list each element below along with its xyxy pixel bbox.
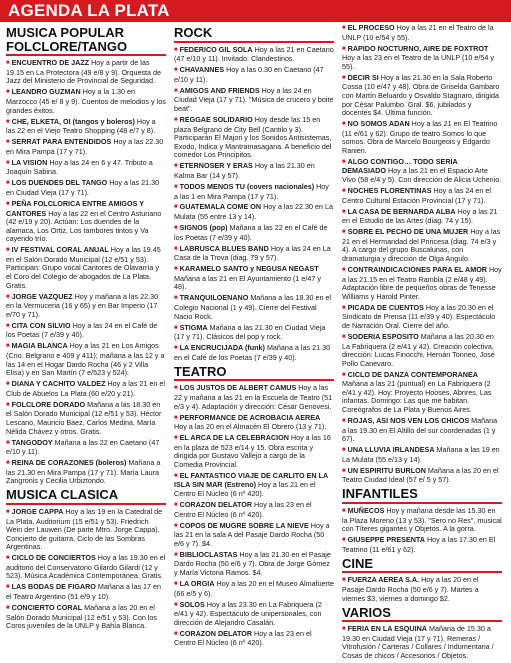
agenda-item xyxy=(174,522,334,549)
item-title: ROJAS, ASI NOS VEN LOS CHICOS xyxy=(347,416,470,426)
item-text: Mañana de 15.30 a 19.30 en Ciudad Vieja (17 y 71). Remeras / Vitrofusión / Carteras / Collares / Indumentaria / Cosas de chicos / Accesorios / Objetos. xyxy=(342,624,494,660)
item-text: Mañana a las 20 en el Salón Dorado Municipal (12 e/51 y 53). Con los Coros juveniles de la UNLP y Bahía Blanca. xyxy=(6,603,158,631)
item-text: Hoy desde las 15 en plaza Belgrano de City Bell (Cantilo y 3). Participarán El Majori y los Sonidos Antisistemas, Exodo, Indica y Mantramasagana. A beneficio del comedor Los Principitos. xyxy=(174,114,332,160)
agenda-item xyxy=(6,179,166,197)
item-text: Mañana a las 20 en el Teatro Ciudad Ideal (57 e/ 5 y 57). xyxy=(342,465,499,485)
item-title: CONTRAINDICACIONES PARA EL AMOR xyxy=(347,264,487,274)
item-title: LOS DUENDES DEL TANGO xyxy=(11,178,108,188)
agenda-item xyxy=(342,417,502,444)
agenda-item xyxy=(6,88,166,115)
item-text: Hoy a las 19 en la Catedral de La Plata, Auditorium (15 e/51 y 53). Friedrich Wein der Lauwen (De parte Mtro. Jorge Cappa). Concierto de guitarra, Ciclo de las Sombras Argentinas. xyxy=(6,506,163,552)
bullet-icon: ■ xyxy=(6,584,10,591)
bullet-icon: ■ xyxy=(174,183,178,190)
item-title: LABRUSCA BLUES BAND xyxy=(179,243,269,253)
item-text: Mañana a las 19 en La Mulata (55 e/13 y 14). xyxy=(342,445,500,464)
section-title: INFANTILES xyxy=(342,487,502,504)
bullet-icon: ■ xyxy=(6,322,10,329)
item-text: Hoy a las 20 en el Almacén El Obrero (13 y 71). xyxy=(174,422,327,432)
section-title: ROCK xyxy=(174,26,334,43)
item-title: SOLOS xyxy=(179,599,205,609)
agenda-item xyxy=(342,45,502,72)
item-title: EL PROCESO xyxy=(347,23,395,32)
item-text: Hoy a las 21 en el Estudio de las Artes (diag. 74 y 15). xyxy=(342,206,498,226)
agenda-item xyxy=(174,344,334,362)
item-text: Hoy a las 24 en 6 y 47. Tributo a Joaquín Sabina. xyxy=(6,157,153,177)
agenda-item xyxy=(342,266,502,301)
agenda-item xyxy=(342,625,502,660)
agenda-item xyxy=(6,508,166,552)
item-title: STIGMA xyxy=(179,322,208,332)
agenda-item xyxy=(6,380,166,398)
agenda-item xyxy=(6,342,166,377)
agenda-item xyxy=(174,472,334,499)
bullet-icon: ■ xyxy=(174,46,178,53)
item-title: LEANDRO GUZMAN xyxy=(11,87,81,97)
bullet-icon: ■ xyxy=(342,25,346,31)
item-text: Mañana a las 20.30 en La Fabriquera (2 e/41 y 42). Creación colectiva, dirección: Lucas Finocchi, Hernán Tonneo, José Pollo Canevaro. xyxy=(342,331,495,368)
bullet-icon: ■ xyxy=(174,630,178,637)
item-title: DECIR SI xyxy=(347,72,379,82)
item-text: Hoy a las 22 en el Centro Asturiano (42 e/19 y 20). Actúan: Los duendes de la alamaca, Los Ortiz, Los tambores tintos y Va cayendo trío. xyxy=(6,208,162,244)
agenda-item xyxy=(174,324,334,342)
item-title: LOS JUSTOS DE ALBERT CAMUS xyxy=(179,383,297,393)
item-text: Hoy a las 21 en el Club de Abuelos La Plata (60 e/20 y 21). xyxy=(6,379,166,398)
item-title: LA CASA DE BERNARDA ALBA xyxy=(347,206,456,216)
agenda-item xyxy=(342,536,502,554)
item-title: FEDERICO GIL SOLA xyxy=(179,44,253,54)
item-title: GIUSEPPE PRESENTA xyxy=(347,535,425,545)
bullet-icon: ■ xyxy=(174,163,178,170)
page-title: AGENDA LA PLATA xyxy=(8,1,170,20)
bullet-icon: ■ xyxy=(6,139,10,146)
item-title: GUATEMALA COME ON xyxy=(179,202,262,212)
agenda-item xyxy=(6,200,166,244)
item-text: Hoy a las 21.30 en Ciudad Vieja (17 y 71). xyxy=(6,178,160,197)
item-title: REGGAE SOLIDARIO xyxy=(179,114,253,124)
item-text: Hoy a las 21.30 en el Pasaje Dardo Rocha (50 e/6 y 7). Obra de Jorge Gómez y María Victoria Ramos. $4. xyxy=(174,549,331,577)
item-text: Hoy a las 21 en el Espacio Arte Vivo (58 e/4 y 5). Con dirección de Alicia Uchenio. xyxy=(342,166,502,185)
agenda-item xyxy=(342,446,502,464)
item-title: KARAMELO SANTO y NEGUSA NEGAST xyxy=(179,264,319,274)
item-title: EL ARCA DE LA CELEBRACION xyxy=(179,433,289,443)
item-title: ETERNOSER Y ERAS xyxy=(179,161,253,171)
item-text: Hoy a las 1 en Mira Pampa (17 y 71). xyxy=(174,181,329,201)
agenda-item xyxy=(342,333,502,368)
agenda-item xyxy=(6,59,166,86)
agenda-item xyxy=(342,576,502,603)
item-title: BIBLIOCLASTAS xyxy=(179,549,238,559)
item-title: CICLO DE CONCIERTOS xyxy=(11,553,96,563)
agenda-item xyxy=(174,414,334,432)
agenda-item xyxy=(174,224,334,242)
item-title: TANGODOY xyxy=(11,437,53,447)
agenda-item xyxy=(342,507,502,534)
item-text: Hoy a las 0.30 en Caetano (47 e/10 y 11). xyxy=(174,65,324,84)
item-text: Mañana a las 22 en Caetano (47 e/10 y 11). xyxy=(6,437,160,457)
bullet-icon: ■ xyxy=(6,200,10,207)
item-title: DIANA Y CACHITO VALDEZ xyxy=(11,379,106,389)
agenda-item xyxy=(174,601,334,628)
section-title: MUSICA POPULAR FOLCLORE/TANGO xyxy=(6,26,166,56)
bullet-icon: ■ xyxy=(342,304,346,311)
bullet-icon: ■ xyxy=(6,180,10,187)
item-text: Hoy a las 22 y mañana a las 21 en la Escuela de Teatro (51 e/3 y 4). Adaptación y dirección: César Genovesi. xyxy=(174,383,333,411)
bullet-icon: ■ xyxy=(6,89,10,96)
bullet-icon: ■ xyxy=(174,116,178,123)
item-text: Hoy a las 22 en el Viejo Teatro Shopping (48 e/7 y 8). xyxy=(6,116,156,136)
item-text: Hoy a las 21 en la sala A del Pasaje Dardo Rocha (50 e/6 y 7). $4. xyxy=(174,520,330,548)
item-text: Hoy a las 24 en el Centro Cultural Estación Provincial (17 y 71). xyxy=(342,186,492,205)
item-text: Hoy y mañana desde las 15.30 en la Plaza Moreno (13 y 53). "Sero no Res", musical con Títeres gigantes y Objetos. A la gorra. xyxy=(342,506,502,534)
section-title: CINE xyxy=(342,557,502,574)
item-text: Mañana a las 21.30 en Ciudad Vieja (17 y 71). Clásicos del pop y rock. xyxy=(174,322,326,342)
item-title: CITA CON SILVIO xyxy=(11,320,71,330)
item-text: Hoy a las 21 en el Hermandad del Princesa (diag. 74 e/3 y 4). A cargo del grupo Buscalunas, con dramaturgia y dirección de Olga Angulo. xyxy=(342,227,501,263)
agenda-item xyxy=(6,293,166,320)
item-text: Mañana a las 21 en El Ayuntamiento (1 e/47 y 48). xyxy=(174,273,321,292)
agenda-item xyxy=(174,265,334,292)
item-text: Hoy a las 24 en Ciudad Vieja (17 y 71). "Música de crucero y boite beat". xyxy=(174,85,334,113)
agenda-item xyxy=(6,246,166,290)
item-title: COPOS DE MUGRE SOBRE LA NIEVE xyxy=(179,520,309,530)
item-title: JORGE VAZQUEZ xyxy=(11,291,73,301)
item-text: Hoy a las 20 en el Museo Almafuerte (66 e/5 y 6). xyxy=(174,578,334,598)
item-text: Hoy a las 21.30 en Kalma Bar (14 y 57). xyxy=(174,161,315,180)
item-title: MAGIA BLANCA xyxy=(11,341,68,351)
bullet-icon: ■ xyxy=(174,580,178,587)
item-title: CHAVANNES xyxy=(179,65,225,75)
item-title: CORAZON DELATOR xyxy=(179,500,253,510)
agenda-item xyxy=(174,294,334,321)
bullet-icon: ■ xyxy=(342,74,346,81)
agenda-item xyxy=(342,467,502,485)
item-title: MUÑECOS xyxy=(347,506,385,515)
bullet-icon: ■ xyxy=(174,295,178,302)
item-text: Hoy a las 23.30 en La Fabriquera (2 e/41 y 42). Espectáculo de unipersonales, con dirección de Alejandro Casalán. xyxy=(174,599,322,627)
bullet-icon: ■ xyxy=(174,225,178,232)
bullet-icon: ■ xyxy=(174,87,178,94)
agenda-item xyxy=(174,384,334,411)
agenda-item xyxy=(174,245,334,263)
item-title: SERRAT PARA ENTENDIDOS xyxy=(11,137,112,147)
item-text: Mañana a las 18.30 en el Salón Dorado Municipal (12 e/51 y 53). Héctor Lescano, Mauricio Baez, Carlos Medina, María Nélida Chávez y otros. Gratis. xyxy=(6,399,162,436)
item-title: RAPIDO NOCTURNO, AIRE DE FOXTROT xyxy=(347,43,489,53)
section-title: VARIOS xyxy=(342,606,502,623)
item-title: PERFORMANCE DE ACROBACIA AEREA xyxy=(179,412,321,422)
bullet-icon: ■ xyxy=(174,324,178,331)
bullet-icon: ■ xyxy=(174,522,178,529)
bullet-icon: ■ xyxy=(6,555,10,562)
bullet-icon: ■ xyxy=(342,266,346,273)
item-title: CHE, ELKETA, OI (tangos y boleros) xyxy=(11,116,135,126)
agenda-item xyxy=(6,118,166,136)
item-title: FUERZA AEREA S.A. xyxy=(347,575,420,585)
agenda-item xyxy=(342,304,502,331)
item-title: PEÑA FOLCLORICA ENTRE AMIGOS Y CANTORES xyxy=(6,198,144,218)
agenda-item xyxy=(342,74,502,118)
agenda-item xyxy=(174,551,334,578)
agenda-item xyxy=(342,158,502,185)
item-title: IV FESTIVAL CORAL ANUAL xyxy=(11,245,109,255)
item-text: Mañana a las 21.30 en el Café de los Poetas (7 e/39 y 40). xyxy=(174,343,331,362)
item-text: Hoy a las 19.45 en el Salón Dorado Municipal (12 e/51 y 53). Participan: Grupo vocal Cantores de Olavarría y el Coro del Colegio de abogados de La Plata. Gratis. xyxy=(6,245,161,290)
item-text: Hoy a las 21.15 en el Teatro Rambla (2 e/48 y 49). Adaptación libre de pequeños obras de Tenesse Williams y Harold Pinter. xyxy=(342,264,502,301)
column-1 xyxy=(6,24,166,663)
item-title: REINA DE CORAZONES (boleros) xyxy=(11,458,127,468)
agenda-item xyxy=(6,604,166,631)
agenda-item xyxy=(174,116,334,160)
item-title: EL FANTASTICO VIAJE DE CARLITO EN LA ISLA SIN MAR (Estreno) xyxy=(174,470,328,490)
item-text: Hoy a las 19.30 en el auditorio del Conservatorio Gilardo Gilardi (12 y 523). Música Académica Contemporánea. Gratis. xyxy=(6,553,166,581)
item-text: Hoy a las 17.30 en El Teatrino (11 e/61 y 62). xyxy=(342,535,496,554)
item-text: Hoy a las 23 en el Teatro de la UNLP (10 e/54 y 55). xyxy=(342,53,494,71)
item-title: NOCHES FLORENTINAS xyxy=(347,186,432,196)
bullet-icon: ■ xyxy=(6,343,10,350)
column-2 xyxy=(174,24,334,663)
columns xyxy=(0,22,511,663)
bullet-icon: ■ xyxy=(174,266,178,273)
item-text: Hoy a las 21 en Los Amigos (Cno. Belgrano e 409 y 411); mañana a las 12 y a las 14 en el Hogar Dardo Rocha (46 y 2 Villa Elisa) y en San Martín (7 e/523 y 524). xyxy=(6,341,165,378)
item-title: CICLO DE DANZA CONTEMPORANEA xyxy=(347,369,478,379)
agenda-item xyxy=(174,580,334,598)
item-text: Hoy a las 24 en el Café de los Poetas (7 e/39 y 40). xyxy=(6,320,158,340)
bullet-icon: ■ xyxy=(174,414,178,421)
agenda-item xyxy=(174,46,334,64)
agenda-item xyxy=(6,401,166,436)
agenda-item xyxy=(6,138,166,156)
item-title: LA ENCRUCIJADA (funk) xyxy=(179,343,265,353)
item-title: CORAZON DELATOR xyxy=(179,628,253,638)
agenda-item xyxy=(6,439,166,457)
item-title: JORGE CAPPA xyxy=(11,506,64,516)
item-text: Hoy a la 1.30 en Marzocco (45 e/ 8 y 9). Cuentos de melodios y los grandes éxitos. xyxy=(6,87,166,115)
bullet-icon: ■ xyxy=(342,45,346,52)
bullet-icon: ■ xyxy=(342,121,346,128)
item-text: Mañana a las 18.30 en el Colegio Nacional (1 y 49). Cierre del Festival Nacio Rock. xyxy=(174,293,332,321)
item-text: Hoy a las 20 en el Pasaje Dardo Rocha (50 e/6 y 7). Martes a viernes $3, viernes a domingo $2. xyxy=(342,575,479,603)
bullet-icon: ■ xyxy=(342,626,346,633)
bullet-icon: ■ xyxy=(6,60,10,67)
item-text: Hoy y mañana a las 22.30 en la Vermuceria (16 y 65) y en Bar Imperio (17 e/70 y 71). xyxy=(6,291,159,319)
agenda-item xyxy=(174,434,334,469)
bullet-icon: ■ xyxy=(342,333,346,340)
item-title: SIGNOS (pop) xyxy=(179,223,228,233)
item-title: TRANQUILOENANO xyxy=(179,293,249,303)
item-title: LA ORGIA xyxy=(179,578,215,588)
agenda-item xyxy=(174,501,334,519)
item-title: UNA LLUVIA IRLANDESA xyxy=(347,445,435,455)
agenda-item xyxy=(6,322,166,340)
item-title: NO SOMOS ADAN xyxy=(347,119,410,129)
bullet-icon: ■ xyxy=(6,508,10,515)
item-text: Hoy a las 21 en el Centro El Núcleo (6 nº 420). xyxy=(174,480,316,499)
bullet-icon: ■ xyxy=(342,447,346,454)
bullet-icon: ■ xyxy=(6,605,10,612)
item-text: Hoy a las 23 en el Centro El Núcleo (6 nº 420). xyxy=(174,628,312,648)
item-text: Hoy a las 24 en La Casa de la Trova (diag. 79 y 57). xyxy=(174,243,331,263)
agenda-item xyxy=(342,24,502,42)
item-text: Hoy a las 22.30 en La Mulata (55 entre 13 y 14). xyxy=(174,202,334,222)
bullet-icon: ■ xyxy=(342,467,346,474)
item-text: Hoy a las 21 en el Teatro de la UNLP (10 e/54 y 55). xyxy=(342,23,494,42)
item-title: UN ESPIRITU BURLON xyxy=(347,465,426,475)
agenda-item xyxy=(174,630,334,648)
bullet-icon: ■ xyxy=(6,293,10,300)
bullet-icon: ■ xyxy=(6,439,10,446)
item-title: FOLCLORE DORADO xyxy=(11,399,86,409)
item-title: FERIA EN LA ESQUINA xyxy=(347,624,427,634)
bullet-icon: ■ xyxy=(174,204,178,211)
bullet-icon: ■ xyxy=(342,158,346,165)
bullet-icon: ■ xyxy=(342,371,346,378)
item-title: PICADA DE CUENTOS xyxy=(347,302,424,312)
item-title: LA VISION xyxy=(11,157,48,167)
agenda-item xyxy=(342,371,502,415)
item-text: Hoy a las 22.30 en Mira Pampa (17 y 71). xyxy=(6,137,164,156)
agenda-item xyxy=(6,583,166,601)
item-text: Hoy a las 21 en Caetano (47 e/10 y 11). Invitado: Clandestinos. xyxy=(174,44,334,64)
bullet-icon: ■ xyxy=(342,508,346,514)
bullet-icon: ■ xyxy=(6,159,10,166)
bullet-icon: ■ xyxy=(174,67,178,74)
bullet-icon: ■ xyxy=(174,551,178,558)
page-banner xyxy=(0,0,511,22)
bullet-icon: ■ xyxy=(6,460,10,467)
item-title: ENCUENTRO DE JAZZ xyxy=(11,58,90,68)
item-title: LAS BODAS DE FIGARO xyxy=(11,582,96,592)
bullet-icon: ■ xyxy=(174,472,178,479)
agenda-item xyxy=(342,208,502,226)
bullet-icon: ■ xyxy=(342,229,346,236)
agenda-item xyxy=(174,87,334,114)
agenda-item xyxy=(342,120,502,155)
item-title: AMIGOS AND FRIENDS xyxy=(179,85,260,95)
column-3 xyxy=(342,24,502,663)
bullet-icon: ■ xyxy=(174,502,178,509)
item-title: SOBRE EL PECHO DE UNA MUJER xyxy=(347,227,469,237)
item-text: Mañana a las 21.30 en Mira Pampa (17 y 71). María Laura Zangronis y Cecilia Urbiztondo. xyxy=(6,458,161,486)
agenda-item xyxy=(174,183,334,201)
agenda-item xyxy=(174,203,334,221)
agenda-item xyxy=(342,187,502,205)
bullet-icon: ■ xyxy=(174,385,178,392)
item-title: SODERIA ESPOSITO xyxy=(347,331,419,341)
bullet-icon: ■ xyxy=(342,208,346,215)
bullet-icon: ■ xyxy=(342,577,346,584)
agenda-item xyxy=(174,162,334,180)
bullet-icon: ■ xyxy=(174,245,178,252)
agenda-item xyxy=(6,554,166,581)
bullet-icon: ■ xyxy=(6,401,10,408)
bullet-icon: ■ xyxy=(174,435,178,442)
item-text: Hoy a las 21.30 en la Sala Roberto Cossa (10 e/47 y 48). Obra de Griselda Gambaro con Martín Beluardo y Osvaldo Stagnaro, dirigida por César Palumbo. Gral. $6, jubilados y docentes $4. Última función. xyxy=(342,72,500,118)
bullet-icon: ■ xyxy=(174,601,178,608)
item-text: Hoy a las 23 en el Centro El Núcleo (6 nº 420). xyxy=(174,500,312,519)
item-text: Mañana a las 19.30 en El Altillo del sur coordenadas (1 y 67). xyxy=(342,416,498,444)
section-title: MUSICA CLASICA xyxy=(6,488,166,505)
item-title: TODOS MENOS TU (covers nacionales) xyxy=(179,181,315,191)
item-text: Hoy a las 21 en El Teatrino (11 e/61 y 62). Grupo de teatro Somos lo que somos. Obra de Marcelo Bourgeois y Edgardo Ranieri. xyxy=(342,119,498,155)
agenda-item xyxy=(6,159,166,177)
bullet-icon: ■ xyxy=(342,537,346,544)
bullet-icon: ■ xyxy=(342,418,346,425)
section-title: TEATRO xyxy=(174,365,334,382)
item-text: Mañana a las 21 (puntual) en La Fabriquera (2 e/41 y 42). Hoy: Proyecto Hooses, Abrires, Las infantas. Domingo: Las que me habitan. Coreógrafos de La Plata y Buenos Aires. xyxy=(342,379,492,415)
item-title: CONCIERTO CORAL xyxy=(11,603,83,613)
item-text: Mañana a las 22 en el Café de los Poetas (7 e/39 y 40). xyxy=(174,223,328,242)
bullet-icon: ■ xyxy=(6,118,10,125)
item-text: Mañana a las 17 en el Teatro Argentino (51 e/9 y 10). xyxy=(6,582,162,602)
bullet-icon: ■ xyxy=(6,381,10,388)
item-text: Hoy a las 16 en la plaza de 523 e/14 y 15. Obra escrita y dirigida por Gustavo Vallejo a cargo de la Comedia Provincial. xyxy=(174,433,331,469)
item-text: Hoy a las 20.30 en el Sindicato de Prensa (11 e/39 y 40). Espectáculo de Narración Oral. Cierre del año. xyxy=(342,302,496,330)
item-title: ALGO CONTIGO… TODO SERIA DEMASIADO xyxy=(342,156,458,176)
agenda-item xyxy=(6,459,166,486)
item-text: Hoy a partir de las 19.15 en La Protectora (49 e/8 y 9). Orquesta de Jazz del Ministerio de Provincial de Seguridad. xyxy=(6,58,162,86)
bullet-icon: ■ xyxy=(174,345,178,352)
agenda-item xyxy=(342,228,502,263)
bullet-icon: ■ xyxy=(342,188,346,195)
bullet-icon: ■ xyxy=(6,247,10,254)
agenda-item xyxy=(174,66,334,84)
